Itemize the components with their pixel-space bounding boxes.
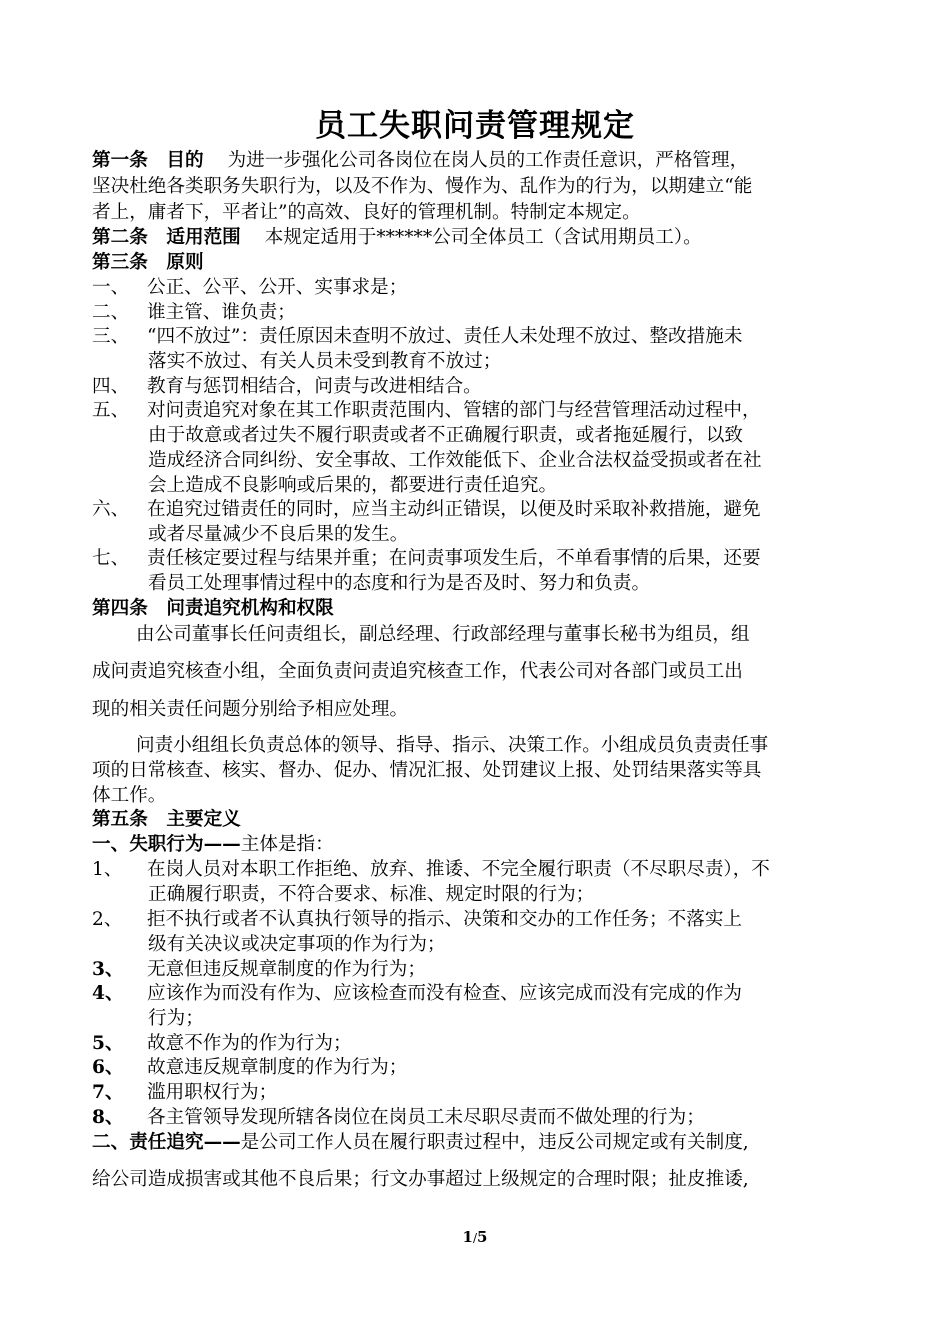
item-text: 应该作为而没有作为、应该检查而没有检查、应该完成而没有完成的作为 (147, 983, 743, 1004)
definition-2-line (92, 1130, 872, 1156)
item-number: 五、 (92, 400, 130, 421)
article-4-paragraph-line: 体工作。 (92, 785, 167, 806)
current-page: 1 (462, 1228, 473, 1246)
item-number: 一、 (92, 277, 130, 298)
definition-1-heading: 一、失职行为—— (92, 834, 241, 855)
article-4-paragraph-line: 问责小组组长负责总体的领导、指导、指示、决策工作。小组成员负责责任事 (136, 735, 769, 756)
item-number: 四、 (92, 376, 130, 397)
total-pages: 5 (477, 1228, 488, 1246)
article-2-heading: 第二条 适用范围 (92, 227, 241, 248)
article-1-line: 坚决杜绝各类职务失职行为，以及不作为、慢作为、乱作为的行为，以期建立“能 (92, 176, 753, 197)
article-4-paragraph-line: 项的日常核查、核实、督办、促办、情况汇报、处罚建议上报、处罚结果落实等具 (92, 760, 762, 781)
definition-item (92, 1055, 872, 1081)
principle-item (92, 300, 872, 326)
article-4-paragraph-line: 成问责追究核查小组，全面负责问责追究核查工作，代表公司对各部门或员工出 (92, 661, 743, 682)
principle-item (92, 546, 872, 572)
definition-item (92, 981, 872, 1007)
item-text: 谁主管、谁负责； (147, 302, 296, 323)
article-5-heading: 第五条 主要定义 (92, 809, 241, 830)
item-number: 1、 (92, 859, 123, 880)
item-continuation: 造成经济合同纠纷、安全事故、工作效能低下、企业合法权益受损或者在社 (148, 450, 762, 471)
item-continuation: 行为； (148, 1008, 204, 1029)
principle-item (92, 324, 872, 350)
item-number: 4、 (92, 983, 124, 1004)
item-continuation: 看员工处理事情过程中的态度和行为是否及时、努力和负责。 (148, 573, 651, 594)
principle-item (92, 374, 872, 400)
item-text: 责任核定要过程与结果并重；在问责事项发生后，不单看事情的后果，还要 (147, 548, 761, 569)
principle-item (92, 497, 872, 523)
item-number: 2、 (92, 909, 123, 930)
article-2-text: 本规定适用于******公司全体员工（含试用期员工）。 (264, 227, 702, 248)
article-3-heading: 第三条 原则 (92, 252, 204, 273)
item-text: 各主管领导发现所辖各岗位在岗员工未尽职尽责而不做处理的行为； (147, 1107, 705, 1128)
article-2-line (92, 225, 872, 251)
article-1-line: 者上，庸者下，平者让”的高效、良好的管理机制。特制定本规定。 (92, 202, 641, 223)
item-number: 6、 (92, 1057, 124, 1078)
item-text: 拒不执行或者不认真执行领导的指示、决策和交办的工作任务；不落实上 (147, 909, 743, 930)
definition-2-text: 是公司工作人员在履行职责过程中，违反公司规定或有关制度, (240, 1132, 749, 1153)
page-separator: / (472, 1231, 478, 1245)
item-number: 8、 (92, 1107, 124, 1128)
item-text: 滥用职权行为； (147, 1082, 278, 1103)
item-continuation: 级有关决议或决定事项的作为行为； (148, 934, 446, 955)
principle-item (92, 398, 872, 424)
item-number: 六、 (92, 499, 130, 520)
article-4-heading: 第四条 问责追究机构和权限 (92, 598, 334, 619)
principle-item (92, 275, 872, 301)
definition-item (92, 1080, 872, 1106)
item-continuation: 由于故意或者过失不履行职责或者不正确履行职责，或者拖延履行，以致 (148, 425, 744, 446)
item-number: 七、 (92, 548, 130, 569)
article-4-paragraph-line: 由公司董事长任问责组长，副总经理、行政部经理与董事长秘书为组员，组 (136, 624, 750, 645)
item-number: 3、 (92, 959, 124, 980)
item-continuation: 会上造成不良影响或后果的，都要进行责任追究。 (148, 475, 558, 496)
definition-item (92, 1105, 872, 1131)
item-text: 教育与惩罚相结合，问责与改进相结合。 (147, 376, 482, 397)
item-continuation: 或者尽量减少不良后果的发生。 (148, 524, 409, 545)
item-text: 公正、公平、公开、实事求是； (147, 277, 408, 298)
item-text: 无意但违反规章制度的作为行为； (147, 959, 426, 980)
item-number: 三、 (92, 326, 130, 347)
definition-1-text: 主体是指： (240, 834, 334, 855)
article-1-text: 为进一步强化公司各岗位在岗人员的工作责任意识，严格管理， (227, 150, 749, 171)
item-text: 在追究过错责任的同时，应当主动纠正错误，以便及时采取补救措施，避免 (147, 499, 761, 520)
definition-item (92, 957, 872, 983)
definition-item (92, 1031, 872, 1057)
definition-2-line: 给公司造成损害或其他不良后果；行文办事超过上级规定的合理时限；扯皮推诿, (92, 1169, 749, 1190)
definition-item (92, 907, 872, 933)
definition-item (92, 857, 872, 883)
document-title: 员工失职问责管理规定 (315, 108, 635, 144)
article-1-line (92, 148, 872, 174)
article-4-paragraph-line: 现的相关责任问题分别给予相应处理。 (92, 699, 409, 720)
item-text: 故意违反规章制度的作为行为； (147, 1057, 408, 1078)
item-text: “四不放过”：责任原因未查明不放过、责任人未处理不放过、整改措施未 (147, 326, 743, 347)
definition-2-heading: 二、责任追究—— (92, 1132, 241, 1153)
article-1-heading: 第一条 目的 (92, 150, 204, 171)
item-continuation: 落实不放过、有关人员未受到教育不放过； (148, 351, 502, 372)
item-text: 故意不作为的作为行为； (147, 1033, 352, 1054)
definition-1-line (92, 832, 872, 858)
item-text: 对问责追究对象在其工作职责范围内、管辖的部门与经营管理活动过程中， (147, 400, 761, 421)
item-text: 在岗人员对本职工作拒绝、放弃、推诿、不完全履行职责（不尽职尽责），不 (147, 859, 770, 880)
item-number: 二、 (92, 302, 130, 323)
item-number: 7、 (92, 1082, 124, 1103)
item-continuation: 正确履行职责，不符合要求、标准、规定时限的行为； (148, 884, 595, 905)
page-number (0, 1228, 950, 1246)
item-number: 5、 (92, 1033, 124, 1054)
